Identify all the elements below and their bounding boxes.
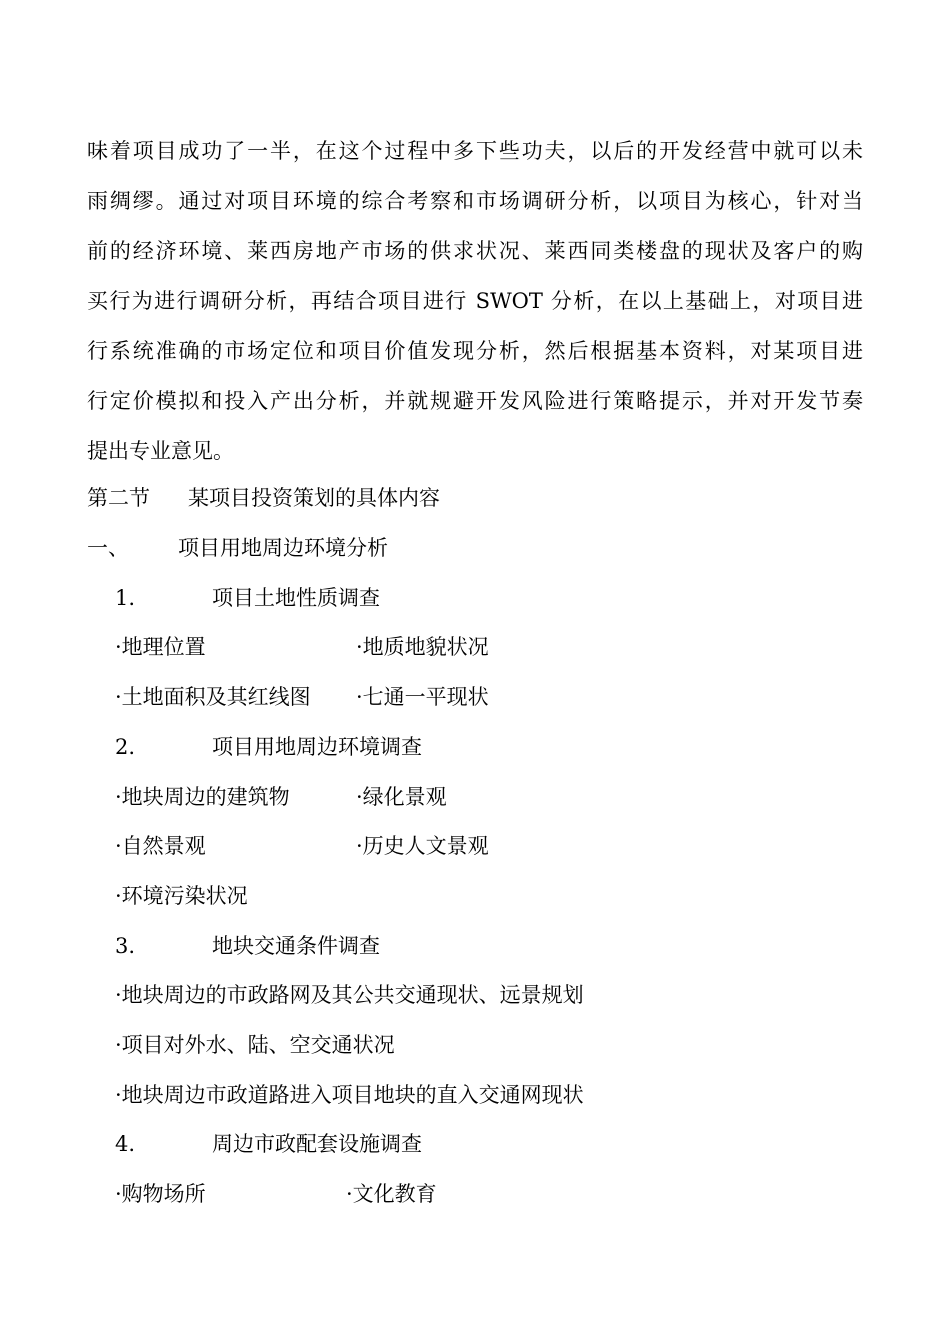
- bullet-row: [0, 1025, 950, 1065]
- bullet-row: [0, 1174, 950, 1214]
- paragraph-line: 买行为进行调研分析，再结合项目进行 SWOT 分析，在以上基础上，对项目进: [87, 289, 863, 313]
- item-heading: [0, 1124, 950, 1164]
- bullet-row: [0, 975, 950, 1015]
- paragraph-line: 提出专业意见。: [87, 439, 234, 463]
- bullet-item: ·绿化景观: [356, 785, 447, 809]
- item-number: 2.: [115, 735, 136, 759]
- bullet-item: ·项目对外水、陆、空交通状况: [115, 1033, 395, 1057]
- item-heading: [0, 926, 950, 966]
- bullet-item: ·购物场所: [115, 1182, 206, 1206]
- paragraph-line: 行定价模拟和投入产出分析，并就规避开发风险进行策略提示，并对开发节奏: [87, 389, 863, 413]
- item-number: 1.: [115, 586, 136, 610]
- bullet-item: ·地块周边的市政路网及其公共交通现状、远景规划: [115, 983, 584, 1007]
- paragraph-line: 味着项目成功了一半，在这个过程中多下些功夫，以后的开发经营中就可以未: [87, 139, 863, 163]
- paragraph-line: 前的经济环境、莱西房地产市场的供求状况、莱西同类楼盘的现状及客户的购: [87, 239, 863, 263]
- item-number: 3.: [115, 934, 136, 958]
- part-label: 一、: [87, 536, 129, 560]
- item-heading: [0, 727, 950, 767]
- bullet-row: [0, 777, 950, 817]
- item-title: 地块交通条件调查: [212, 934, 380, 958]
- item-number: 4.: [115, 1132, 136, 1156]
- bullet-item: ·环境污染状况: [115, 884, 248, 908]
- item-title: 项目用地周边环境调查: [212, 735, 422, 759]
- bullet-item: ·历史人文景观: [356, 834, 489, 858]
- item-title: 项目土地性质调查: [212, 586, 380, 610]
- item-heading: [0, 578, 950, 618]
- bullet-row: [0, 876, 950, 916]
- section-title: 某项目投资策划的具体内容: [188, 486, 440, 510]
- bullet-item: ·地理位置: [115, 635, 206, 659]
- paragraph-line: 行系统准确的市场定位和项目价值发现分析，然后根据基本资料，对某项目进: [87, 339, 863, 363]
- intro-paragraph: [87, 128, 863, 478]
- bullet-item: ·七通一平现状: [356, 685, 489, 709]
- bullet-item: ·文化教育: [346, 1182, 437, 1206]
- bullet-item: ·地块周边的建筑物: [115, 785, 290, 809]
- bullet-row: [0, 1075, 950, 1115]
- section-heading: [0, 478, 950, 518]
- part-heading: [0, 528, 950, 568]
- section-label: 第二节: [87, 486, 150, 510]
- bullet-item: ·自然景观: [115, 834, 206, 858]
- bullet-item: ·地质地貌状况: [356, 635, 489, 659]
- bullet-row: [0, 677, 950, 717]
- item-title: 周边市政配套设施调查: [212, 1132, 422, 1156]
- bullet-row: [0, 826, 950, 866]
- bullet-item: ·地块周边市政道路进入项目地块的直入交通网现状: [115, 1083, 584, 1107]
- bullet-item: ·土地面积及其红线图: [115, 685, 311, 709]
- bullet-row: [0, 627, 950, 667]
- part-title: 项目用地周边环境分析: [178, 536, 388, 560]
- paragraph-line: 雨绸缪。通过对项目环境的综合考察和市场调研分析，以项目为核心，针对当: [87, 189, 863, 213]
